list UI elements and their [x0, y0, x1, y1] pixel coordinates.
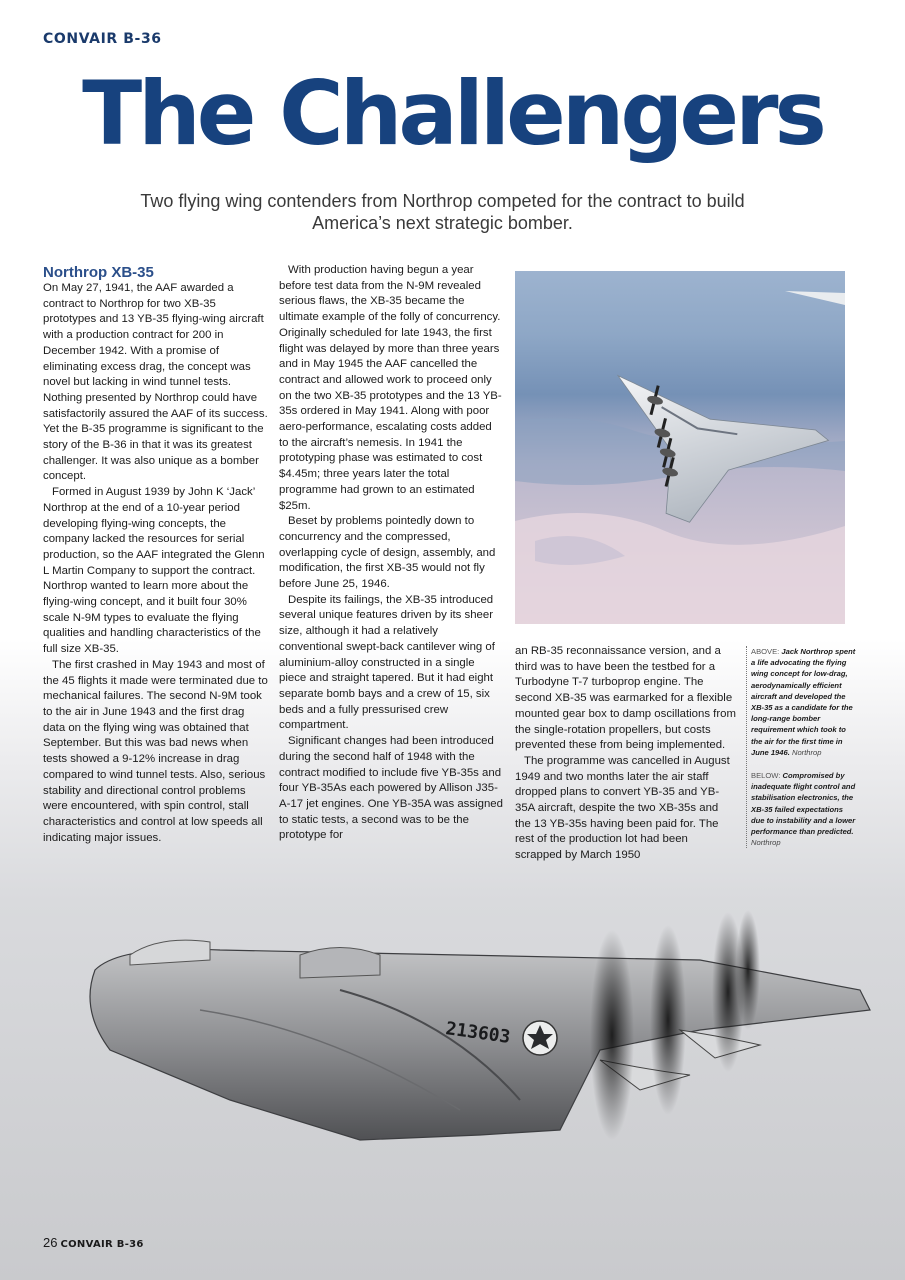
paragraph: The programme was cancelled in August 1949 and two months later the air staff dropped plans to convert YB-35 and YB-35A aircraft, despite the two XB-35s and the 13 YB-35s having been paid for. The rest of the production lot had been scrapped by March 1950	[515, 754, 730, 862]
paragraph: On May 27, 1941, the AAF awarded a contract to Northrop for two XB-35 prototypes and 13 YB-35 flying-wing aircraft with a production contract for 200 in December 1942. With a promise of eliminating excess drag, the concept was novel but lacking in wind tunnel tests. Nothing presented by Northrop could have satisfactorily assured the AAF of its success. Yet the B-35 programme is significant to the story of the B-36 in that it was its greatest challenger. It was also unique as a bomber concept.	[43, 282, 268, 483]
publication-name: CONVAIR B-36	[60, 1239, 144, 1250]
paragraph: With production having begun a year before test data from the N-9M revealed serious flaws, the XB-35 became the ultimate example of the folly of concurrency. Originally scheduled for late 1943, the first flight was delayed by more than three years and in May 1945 the AAF cancelled the contract and allowed work to proceed only on the two XB-35 prototypes and the 13 YB-35s ordered in May 1941. Along with poor aero-performance, escalating costs added to the aircraft’s nemesis. In 1941 the prototyping phase was estimated to cost $4.45m; three years later the total programme had grown to an estimated $25m.	[279, 264, 502, 512]
xb35-aerial-illustration	[515, 271, 845, 624]
paragraph: Beset by problems pointedly down to concurrency and the compressed, overlapping cycle of design, assembly, and modification, the first XB-35 would not fly before June 25, 1946.	[279, 515, 496, 591]
page-title: The Challengers	[82, 62, 823, 165]
standfirst: Two flying wing contenders from Northrop competed for the contract to build America’s next strategic bomber.	[140, 191, 745, 233]
page-footer	[43, 1235, 144, 1250]
section-tag: CONVAIR B-36	[43, 31, 162, 47]
paragraph: The first crashed in May 1943 and most of the 45 flights it made were terminated due to mechanical failures. The second N-9M took to the air in June 1943 and the first drag data on the flying wing was obtained that September. But this was bad news when tests showed a 9-12% increase in drag compared to wind tunnel tests. Also, serious stability and directional control problems were encountered, with spin control, stall characteristics and control at low speeds all indicating major issues.	[43, 658, 268, 844]
subheading: Northrop XB-35	[43, 264, 154, 281]
paragraph: an RB-35 reconnaissance version, and a third was to have been the testbed for a Turbodyne T-7 turboprop engine. The second XB-35 was earmarked for a flexible mounted gear box to damp oscillations from the single-rotation propellers, but costs prevented these from being implemented.	[515, 645, 736, 752]
caption-lead: ABOVE:	[751, 647, 780, 656]
caption-text: Jack Northrop spent a life advocating the flying wing concept for low-drag, aerodynamically efficient aircraft and developed the XB-35 as a candidate for the long-range bomber requirement which took to the air for the first time in June 1946.	[751, 647, 856, 757]
paragraph: Significant changes had been introduced during the second half of 1948 with the contract modified to include five YB-35s and four YB-35As each powered by Allison J35-A-17 jet engines. One YB-35A was assigned to static tests, a second was to be the prototype for	[279, 735, 503, 842]
caption-credit: Northrop	[751, 838, 781, 848]
caption-above	[751, 646, 856, 758]
article-column-1	[43, 263, 268, 846]
article-column-3	[515, 644, 736, 864]
xb35-closeup-illustration	[0, 900, 905, 1230]
photo-xb35-flight	[515, 271, 845, 624]
caption-lead: BELOW:	[751, 771, 781, 781]
paragraph: Despite its failings, the XB-35 introduced several unique features driven by its sheer size, although it had a relatively conventional swept-back cantilever wing of aluminium-alloy constructed in a single piece and straight tapered. But it had eight separate bomb bays and a crew of 15, six beds and a fully pressurised crew compartment.	[279, 593, 495, 732]
aircraft-serial: 213603	[444, 1018, 512, 1049]
caption-credit: Northrop	[789, 747, 822, 757]
article-column-2	[279, 263, 503, 844]
caption-text: Compromised by inadequate flight control and stabilisation electronics, the XB-35 failed expectations due to instability and a lower performance than predicted.	[751, 771, 856, 837]
paragraph: Formed in August 1939 by John K ‘Jack’ Northrop at the end of a 10-year period developing flying-wing concepts, the company lacked the resources for serial production, so the AAF integrated the Glenn L Martin Company to support the contract. Northrop wanted to learn more about the flying-wing concept, and it built four 30% scale N-9M types to evaluate the flying qualities and handling characteristics of the full size XB-35.	[43, 486, 265, 656]
photo-xb35-closeup	[0, 900, 905, 1230]
captions	[746, 646, 856, 848]
page-number: 26	[43, 1235, 58, 1250]
caption-below	[751, 770, 856, 848]
